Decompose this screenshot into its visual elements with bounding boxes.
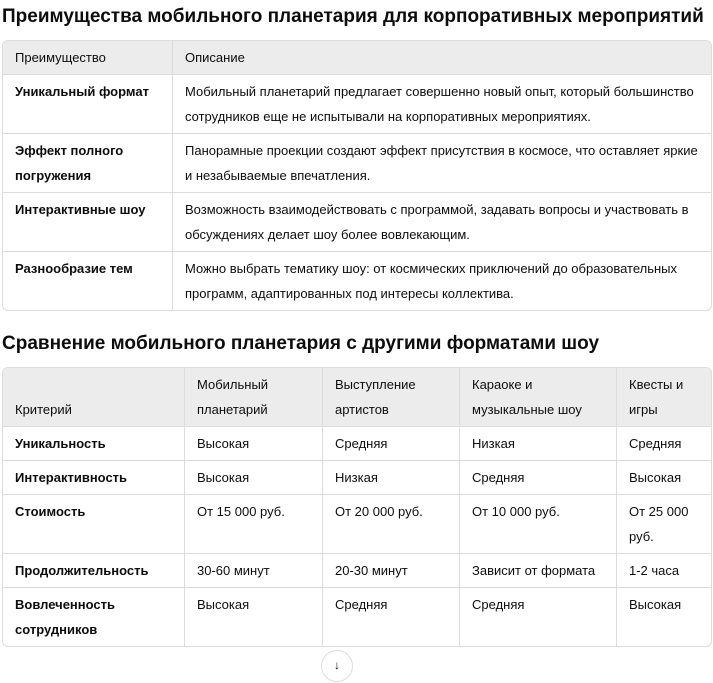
table-row bbox=[3, 495, 711, 554]
row-label-cell: Продолжительность bbox=[3, 554, 185, 588]
table-row bbox=[3, 427, 711, 461]
table-cell: Высокая bbox=[185, 461, 323, 495]
row-label-cell: Интерактивность bbox=[3, 461, 185, 495]
column-header: Мобильный планетарий bbox=[185, 368, 323, 427]
table-cell: Средняя bbox=[323, 427, 460, 461]
column-header: Квесты и игры bbox=[617, 368, 711, 427]
table-cell: Высокая bbox=[629, 597, 682, 612]
table-cell: Низкая bbox=[323, 461, 460, 495]
section-title-comparison: Сравнение мобильного планетария с другими форматами шоу bbox=[2, 333, 600, 354]
row-label-cell: Разнообразие тем bbox=[3, 252, 173, 310]
table-cell: Средняя bbox=[323, 588, 460, 646]
scroll-down-button[interactable] bbox=[321, 650, 353, 682]
table-cell: От 15 000 руб. bbox=[185, 495, 323, 554]
section-title-advantages: Преимущества мобильного планетария для корпоративных мероприятий bbox=[2, 6, 704, 27]
table-cell: Низкая bbox=[460, 427, 617, 461]
table-cell: Высокая bbox=[617, 461, 711, 495]
row-label-cell: Вовлеченность сотрудников bbox=[3, 588, 185, 646]
table-row bbox=[3, 252, 711, 310]
table-cell: 20-30 минут bbox=[323, 554, 460, 588]
table-cell: От 20 000 руб. bbox=[323, 495, 460, 554]
table-row bbox=[3, 554, 711, 588]
table-cell: От 10 000 руб. bbox=[460, 495, 617, 554]
table-header-row bbox=[3, 41, 711, 75]
table-cell: Мобильный планетарий предлагает совершенно новый опыт, который большинство сотрудников еще не испытывали на корпоративных мероприятиях. bbox=[173, 75, 711, 134]
table-cell: Возможность взаимодействовать с программой, задавать вопросы и участвовать в обсуждениях делает шоу более вовлекающим. bbox=[173, 193, 711, 252]
row-label-cell: Эффект полного погружения bbox=[3, 134, 173, 193]
table-cell: Средняя bbox=[460, 588, 617, 646]
column-header: Преимущество bbox=[3, 41, 173, 75]
row-label-cell: Интерактивные шоу bbox=[3, 193, 173, 252]
row-label-cell: Уникальный формат bbox=[3, 75, 173, 134]
table-cell: От 25 000 руб. bbox=[617, 495, 711, 554]
table-cell: Можно выбрать тематику шоу: от космических приключений до образовательных программ, адаптированных под интересы коллектива. bbox=[185, 261, 678, 301]
arrow-down-icon: ↓ bbox=[334, 658, 340, 672]
table-cell: 30-60 минут bbox=[185, 554, 323, 588]
column-header: Описание bbox=[173, 41, 711, 75]
comparison-table bbox=[2, 367, 712, 647]
table-cell: Средняя bbox=[617, 427, 711, 461]
table-row bbox=[3, 134, 711, 193]
table-row bbox=[3, 193, 711, 252]
table-row bbox=[3, 461, 711, 495]
table-row bbox=[3, 75, 711, 134]
column-header: Критерий bbox=[3, 368, 185, 427]
column-header: Выступление артистов bbox=[323, 368, 460, 427]
table-cell: 1-2 часа bbox=[617, 554, 711, 588]
table-header-row bbox=[3, 368, 711, 427]
column-header: Караоке и музыкальные шоу bbox=[460, 368, 617, 427]
row-label-cell: Уникальность bbox=[3, 427, 185, 461]
table-cell: Высокая bbox=[185, 588, 323, 646]
table-cell: Средняя bbox=[460, 461, 617, 495]
table-row bbox=[3, 588, 711, 646]
table-cell: Зависит от формата bbox=[460, 554, 617, 588]
table-cell: Высокая bbox=[185, 427, 323, 461]
table-cell: Панорамные проекции создают эффект присутствия в космосе, что оставляет яркие и незабываемые впечатления. bbox=[173, 134, 711, 193]
row-label-cell: Стоимость bbox=[3, 495, 185, 554]
scroll-button-area bbox=[2, 647, 712, 677]
advantages-table bbox=[2, 40, 712, 311]
